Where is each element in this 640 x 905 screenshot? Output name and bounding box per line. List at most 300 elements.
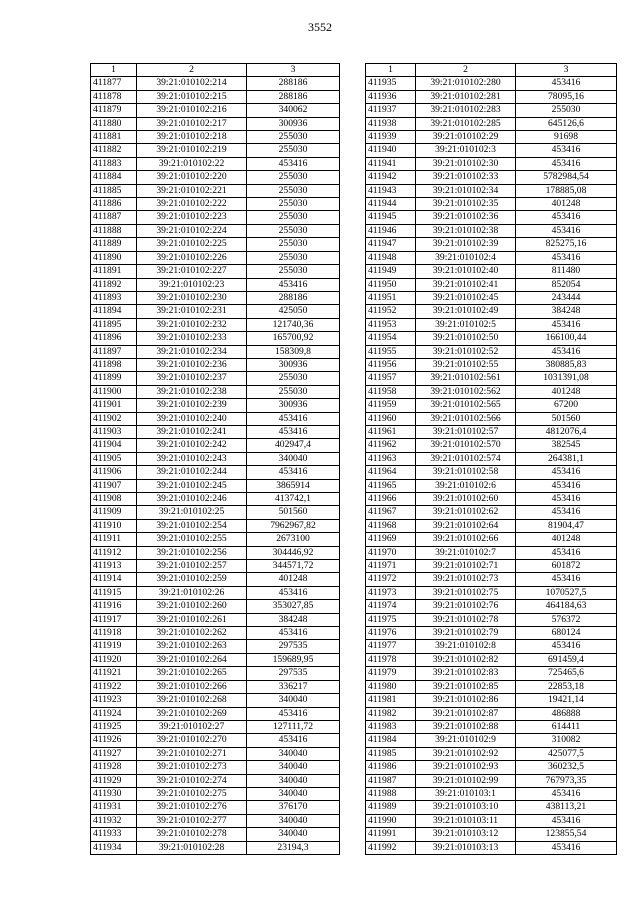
table-row xyxy=(366,104,617,117)
value-cell: 486888 xyxy=(516,707,617,720)
value-cell: 81904,47 xyxy=(516,519,617,532)
value-cell: 453416 xyxy=(516,640,617,653)
row-number-cell: 411895 xyxy=(91,318,137,331)
table-row xyxy=(366,144,617,157)
table-row xyxy=(91,734,340,747)
cadastral-number-cell: 39:21:010102:275 xyxy=(137,787,247,800)
column-header: 3 xyxy=(247,64,340,77)
cadastral-number-cell: 39:21:010102:88 xyxy=(416,720,516,733)
row-number-cell: 411915 xyxy=(91,586,137,599)
value-cell: 384248 xyxy=(247,613,340,626)
row-number-cell: 411927 xyxy=(91,747,137,760)
row-number-cell: 411925 xyxy=(91,720,137,733)
cadastral-number-cell: 39:21:010103:1 xyxy=(416,787,516,800)
row-number-cell: 411907 xyxy=(91,479,137,492)
cadastral-number-cell: 39:21:010102:99 xyxy=(416,774,516,787)
cadastral-number-cell: 39:21:010102:22 xyxy=(137,157,247,170)
value-cell: 255030 xyxy=(247,171,340,184)
table-row xyxy=(366,412,617,425)
table-row xyxy=(366,77,617,90)
table-row xyxy=(91,801,340,814)
row-number-cell: 411989 xyxy=(366,801,416,814)
row-number-cell: 411934 xyxy=(91,841,137,854)
table-row xyxy=(366,493,617,506)
value-cell: 453416 xyxy=(516,318,617,331)
cadastral-number-cell: 39:21:010102:39 xyxy=(416,238,516,251)
cadastral-number-cell: 39:21:010102:216 xyxy=(137,104,247,117)
row-number-cell: 411947 xyxy=(366,238,416,251)
cadastral-number-cell: 39:21:010102:276 xyxy=(137,801,247,814)
row-number-cell: 411885 xyxy=(91,184,137,197)
row-number-cell: 411988 xyxy=(366,787,416,800)
row-number-cell: 411979 xyxy=(366,667,416,680)
value-cell: 353027,85 xyxy=(247,600,340,613)
row-number-cell: 411938 xyxy=(366,117,416,130)
value-cell: 811480 xyxy=(516,265,617,278)
value-cell: 340040 xyxy=(247,761,340,774)
value-cell: 645126,6 xyxy=(516,117,617,130)
table-row xyxy=(91,694,340,707)
cadastral-number-cell: 39:21:010102:234 xyxy=(137,345,247,358)
value-cell: 438113,21 xyxy=(516,801,617,814)
row-number-cell: 411987 xyxy=(366,774,416,787)
cadastral-number-cell: 39:21:010102:34 xyxy=(416,184,516,197)
row-number-cell: 411941 xyxy=(366,157,416,170)
value-cell: 382545 xyxy=(516,439,617,452)
row-number-cell: 411877 xyxy=(91,77,137,90)
cadastral-number-cell: 39:21:010102:239 xyxy=(137,399,247,412)
value-cell: 255030 xyxy=(247,184,340,197)
cadastral-number-cell: 39:21:010102:574 xyxy=(416,452,516,465)
column-header: 3 xyxy=(516,64,617,77)
cadastral-number-cell: 39:21:010102:41 xyxy=(416,278,516,291)
cadastral-number-cell: 39:21:010102:246 xyxy=(137,493,247,506)
table-row xyxy=(366,305,617,318)
value-cell: 401248 xyxy=(516,198,617,211)
table-row xyxy=(366,627,617,640)
table-row xyxy=(366,841,617,854)
table-row xyxy=(91,573,340,586)
value-cell: 5782984,54 xyxy=(516,171,617,184)
value-cell: 7962967,82 xyxy=(247,519,340,532)
row-number-cell: 411982 xyxy=(366,707,416,720)
table-row xyxy=(366,734,617,747)
row-number-cell: 411936 xyxy=(366,90,416,103)
value-cell: 401248 xyxy=(516,533,617,546)
value-cell: 288186 xyxy=(247,291,340,304)
table-row xyxy=(366,278,617,291)
value-cell: 336217 xyxy=(247,680,340,693)
row-number-cell: 411919 xyxy=(91,640,137,653)
row-number-cell: 411963 xyxy=(366,452,416,465)
row-number-cell: 411924 xyxy=(91,707,137,720)
cadastral-number-cell: 39:21:010102:566 xyxy=(416,412,516,425)
table-row xyxy=(366,90,617,103)
cadastral-number-cell: 39:21:010102:50 xyxy=(416,332,516,345)
cadastral-number-cell: 39:21:010102:62 xyxy=(416,506,516,519)
row-number-cell: 411883 xyxy=(91,157,137,170)
table-row xyxy=(91,372,340,385)
row-number-cell: 411921 xyxy=(91,667,137,680)
value-cell: 453416 xyxy=(247,707,340,720)
value-cell: 453416 xyxy=(516,841,617,854)
cadastral-number-cell: 39:21:010102:256 xyxy=(137,546,247,559)
cadastral-number-cell: 39:21:010102:26 xyxy=(137,586,247,599)
cadastral-number-cell: 39:21:010102:7 xyxy=(416,546,516,559)
table-row xyxy=(366,586,617,599)
cadastral-number-cell: 39:21:010102:237 xyxy=(137,372,247,385)
row-number-cell: 411974 xyxy=(366,600,416,613)
table-row xyxy=(366,640,617,653)
table-row xyxy=(366,801,617,814)
table-row xyxy=(366,439,617,452)
cadastral-number-cell: 39:21:010102:217 xyxy=(137,117,247,130)
table-row xyxy=(91,640,340,653)
table-row xyxy=(366,385,617,398)
right-register-table xyxy=(365,63,617,855)
row-number-cell: 411897 xyxy=(91,345,137,358)
value-cell: 401248 xyxy=(516,385,617,398)
value-cell: 380885,83 xyxy=(516,358,617,371)
table-row xyxy=(91,546,340,559)
table-row xyxy=(91,184,340,197)
row-number-cell: 411948 xyxy=(366,251,416,264)
value-cell: 453416 xyxy=(516,211,617,224)
cadastral-number-cell: 39:21:010102:3 xyxy=(416,144,516,157)
cadastral-number-cell: 39:21:010102:231 xyxy=(137,305,247,318)
cadastral-number-cell: 39:21:010102:562 xyxy=(416,385,516,398)
table-row xyxy=(91,345,340,358)
cadastral-number-cell: 39:21:010102:92 xyxy=(416,747,516,760)
cadastral-number-cell: 39:21:010102:57 xyxy=(416,425,516,438)
row-number-cell: 411975 xyxy=(366,613,416,626)
value-cell: 340062 xyxy=(247,104,340,117)
row-number-cell: 411892 xyxy=(91,278,137,291)
value-cell: 601872 xyxy=(516,560,617,573)
cadastral-number-cell: 39:21:010102:224 xyxy=(137,224,247,237)
cadastral-number-cell: 39:21:010102:238 xyxy=(137,385,247,398)
value-cell: 340040 xyxy=(247,814,340,827)
table-row xyxy=(91,439,340,452)
table-row xyxy=(91,787,340,800)
cadastral-number-cell: 39:21:010102:270 xyxy=(137,734,247,747)
value-cell: 340040 xyxy=(247,828,340,841)
cadastral-number-cell: 39:21:010102:36 xyxy=(416,211,516,224)
table-row xyxy=(91,332,340,345)
row-number-cell: 411973 xyxy=(366,586,416,599)
value-cell: 453416 xyxy=(516,546,617,559)
table-row xyxy=(91,841,340,854)
table-row xyxy=(91,747,340,760)
row-number-cell: 411954 xyxy=(366,332,416,345)
value-cell: 614411 xyxy=(516,720,617,733)
row-number-cell: 411902 xyxy=(91,412,137,425)
value-cell: 340040 xyxy=(247,452,340,465)
table-row xyxy=(366,707,617,720)
value-cell: 576372 xyxy=(516,613,617,626)
value-cell: 264381,1 xyxy=(516,452,617,465)
cadastral-number-cell: 39:21:010102:280 xyxy=(416,77,516,90)
table-row xyxy=(366,117,617,130)
table-row xyxy=(366,332,617,345)
table-row xyxy=(91,211,340,224)
cadastral-number-cell: 39:21:010102:266 xyxy=(137,680,247,693)
cadastral-number-cell: 39:21:010102:259 xyxy=(137,573,247,586)
column-header: 1 xyxy=(366,64,416,77)
value-cell: 255030 xyxy=(247,265,340,278)
value-cell: 4812076,4 xyxy=(516,425,617,438)
table-row xyxy=(366,560,617,573)
cadastral-number-cell: 39:21:010102:76 xyxy=(416,600,516,613)
table-row xyxy=(366,372,617,385)
cadastral-number-cell: 39:21:010102:9 xyxy=(416,734,516,747)
value-cell: 360232,5 xyxy=(516,761,617,774)
table-row xyxy=(91,278,340,291)
value-cell: 501560 xyxy=(247,506,340,519)
cadastral-number-cell: 39:21:010102:283 xyxy=(416,104,516,117)
column-header: 2 xyxy=(416,64,516,77)
cadastral-number-cell: 39:21:010102:30 xyxy=(416,157,516,170)
value-cell: 825275,16 xyxy=(516,238,617,251)
cadastral-number-cell: 39:21:010102:4 xyxy=(416,251,516,264)
value-cell: 402947,4 xyxy=(247,439,340,452)
value-cell: 1070527,5 xyxy=(516,586,617,599)
table-row xyxy=(91,680,340,693)
value-cell: 453416 xyxy=(516,573,617,586)
table-row xyxy=(91,305,340,318)
cadastral-number-cell: 39:21:010102:232 xyxy=(137,318,247,331)
cadastral-number-cell: 39:21:010102:66 xyxy=(416,533,516,546)
table-row xyxy=(91,224,340,237)
value-cell: 255030 xyxy=(247,238,340,251)
table-row xyxy=(91,157,340,170)
table-row xyxy=(91,466,340,479)
row-number-cell: 411933 xyxy=(91,828,137,841)
row-number-cell: 411894 xyxy=(91,305,137,318)
value-cell: 255030 xyxy=(247,251,340,264)
row-number-cell: 411944 xyxy=(366,198,416,211)
table-row xyxy=(366,251,617,264)
table-row xyxy=(91,586,340,599)
table-row xyxy=(366,131,617,144)
cadastral-number-cell: 39:21:010103:10 xyxy=(416,801,516,814)
cadastral-number-cell: 39:21:010102:27 xyxy=(137,720,247,733)
row-number-cell: 411911 xyxy=(91,533,137,546)
value-cell: 384248 xyxy=(516,305,617,318)
cadastral-number-cell: 39:21:010102:220 xyxy=(137,171,247,184)
table-row xyxy=(91,251,340,264)
cadastral-number-cell: 39:21:010102:221 xyxy=(137,184,247,197)
value-cell: 453416 xyxy=(247,278,340,291)
table-row xyxy=(91,761,340,774)
cadastral-number-cell: 39:21:010102:35 xyxy=(416,198,516,211)
table-row xyxy=(366,291,617,304)
table-row xyxy=(366,157,617,170)
row-number-cell: 411950 xyxy=(366,278,416,291)
value-cell: 67200 xyxy=(516,399,617,412)
table-row xyxy=(366,613,617,626)
table-row xyxy=(366,653,617,666)
value-cell: 1031391,08 xyxy=(516,372,617,385)
row-number-cell: 411932 xyxy=(91,814,137,827)
cadastral-number-cell: 39:21:010102:277 xyxy=(137,814,247,827)
table-row xyxy=(91,318,340,331)
table-row xyxy=(366,358,617,371)
row-number-cell: 411986 xyxy=(366,761,416,774)
table-row xyxy=(91,720,340,733)
table-row xyxy=(91,171,340,184)
left-table-body xyxy=(91,64,340,855)
table-row xyxy=(91,774,340,787)
value-cell: 453416 xyxy=(247,586,340,599)
row-number-cell: 411920 xyxy=(91,653,137,666)
value-cell: 340040 xyxy=(247,787,340,800)
value-cell: 19421,14 xyxy=(516,694,617,707)
cadastral-number-cell: 39:21:010102:85 xyxy=(416,680,516,693)
row-number-cell: 411972 xyxy=(366,573,416,586)
row-number-cell: 411884 xyxy=(91,171,137,184)
value-cell: 344571,72 xyxy=(247,560,340,573)
table-row xyxy=(91,131,340,144)
row-number-cell: 411956 xyxy=(366,358,416,371)
table-row xyxy=(366,573,617,586)
value-cell: 453416 xyxy=(516,77,617,90)
row-number-cell: 411878 xyxy=(91,90,137,103)
row-number-cell: 411914 xyxy=(91,573,137,586)
row-number-cell: 411976 xyxy=(366,627,416,640)
table-row xyxy=(366,828,617,841)
row-number-cell: 411923 xyxy=(91,694,137,707)
table-row xyxy=(366,452,617,465)
value-cell: 288186 xyxy=(247,77,340,90)
value-cell: 767973,35 xyxy=(516,774,617,787)
table-row xyxy=(366,318,617,331)
table-row xyxy=(91,412,340,425)
table-row xyxy=(91,828,340,841)
table-row xyxy=(366,466,617,479)
value-cell: 158309,8 xyxy=(247,345,340,358)
table-row xyxy=(91,707,340,720)
value-cell: 3865914 xyxy=(247,479,340,492)
row-number-cell: 411887 xyxy=(91,211,137,224)
table-row xyxy=(91,452,340,465)
value-cell: 725465,6 xyxy=(516,667,617,680)
cadastral-number-cell: 39:21:010102:273 xyxy=(137,761,247,774)
value-cell: 255030 xyxy=(247,131,340,144)
row-number-cell: 411981 xyxy=(366,694,416,707)
value-cell: 288186 xyxy=(247,90,340,103)
value-cell: 255030 xyxy=(247,224,340,237)
row-number-cell: 411952 xyxy=(366,305,416,318)
row-number-cell: 411990 xyxy=(366,814,416,827)
table-row xyxy=(366,211,617,224)
cadastral-number-cell: 39:21:010102:263 xyxy=(137,640,247,653)
row-number-cell: 411959 xyxy=(366,399,416,412)
cadastral-number-cell: 39:21:010102:565 xyxy=(416,399,516,412)
cadastral-number-cell: 39:21:010102:86 xyxy=(416,694,516,707)
table-row xyxy=(91,238,340,251)
table-row xyxy=(91,493,340,506)
value-cell: 255030 xyxy=(247,211,340,224)
row-number-cell: 411896 xyxy=(91,332,137,345)
row-number-cell: 411980 xyxy=(366,680,416,693)
cadastral-number-cell: 39:21:010102:245 xyxy=(137,479,247,492)
table-row xyxy=(91,291,340,304)
cadastral-number-cell: 39:21:010102:25 xyxy=(137,506,247,519)
cadastral-number-cell: 39:21:010102:260 xyxy=(137,600,247,613)
value-cell: 297535 xyxy=(247,667,340,680)
cadastral-number-cell: 39:21:010102:58 xyxy=(416,466,516,479)
table-row xyxy=(366,519,617,532)
value-cell: 23194,3 xyxy=(247,841,340,854)
row-number-cell: 411983 xyxy=(366,720,416,733)
value-cell: 453416 xyxy=(516,814,617,827)
cadastral-number-cell: 39:21:010102:6 xyxy=(416,479,516,492)
value-cell: 178885,08 xyxy=(516,184,617,197)
value-cell: 453416 xyxy=(247,734,340,747)
row-number-cell: 411965 xyxy=(366,479,416,492)
cadastral-number-cell: 39:21:010102:271 xyxy=(137,747,247,760)
row-number-cell: 411964 xyxy=(366,466,416,479)
row-number-cell: 411880 xyxy=(91,117,137,130)
table-row xyxy=(366,184,617,197)
value-cell: 78095,16 xyxy=(516,90,617,103)
value-cell: 22853,18 xyxy=(516,680,617,693)
row-number-cell: 411926 xyxy=(91,734,137,747)
table-row xyxy=(91,399,340,412)
value-cell: 453416 xyxy=(516,506,617,519)
value-cell: 453416 xyxy=(516,157,617,170)
table-row xyxy=(91,627,340,640)
cadastral-number-cell: 39:21:010102:241 xyxy=(137,425,247,438)
table-row xyxy=(366,546,617,559)
value-cell: 413742,1 xyxy=(247,493,340,506)
row-number-cell: 411957 xyxy=(366,372,416,385)
table-row xyxy=(91,519,340,532)
value-cell: 453416 xyxy=(516,493,617,506)
cadastral-number-cell: 39:21:010102:240 xyxy=(137,412,247,425)
cadastral-number-cell: 39:21:010102:64 xyxy=(416,519,516,532)
cadastral-number-cell: 39:21:010102:45 xyxy=(416,291,516,304)
cadastral-number-cell: 39:21:010102:5 xyxy=(416,318,516,331)
row-number-cell: 411978 xyxy=(366,653,416,666)
row-number-cell: 411985 xyxy=(366,747,416,760)
value-cell: 2673100 xyxy=(247,533,340,546)
cadastral-number-cell: 39:21:010102:71 xyxy=(416,560,516,573)
cadastral-number-cell: 39:21:010102:38 xyxy=(416,224,516,237)
cadastral-number-cell: 39:21:010102:87 xyxy=(416,707,516,720)
table-row xyxy=(91,425,340,438)
value-cell: 464184,63 xyxy=(516,600,617,613)
row-number-cell: 411946 xyxy=(366,224,416,237)
cadastral-number-cell: 39:21:010102:40 xyxy=(416,265,516,278)
row-number-cell: 411922 xyxy=(91,680,137,693)
row-number-cell: 411898 xyxy=(91,358,137,371)
row-number-cell: 411943 xyxy=(366,184,416,197)
row-number-cell: 411899 xyxy=(91,372,137,385)
column-header: 1 xyxy=(91,64,137,77)
value-cell: 340040 xyxy=(247,747,340,760)
row-number-cell: 411904 xyxy=(91,439,137,452)
table-row xyxy=(366,720,617,733)
table-row xyxy=(366,774,617,787)
row-number-cell: 411969 xyxy=(366,533,416,546)
row-number-cell: 411908 xyxy=(91,493,137,506)
row-number-cell: 411928 xyxy=(91,761,137,774)
value-cell: 453416 xyxy=(247,466,340,479)
table-header-row xyxy=(366,64,617,77)
row-number-cell: 411891 xyxy=(91,265,137,278)
